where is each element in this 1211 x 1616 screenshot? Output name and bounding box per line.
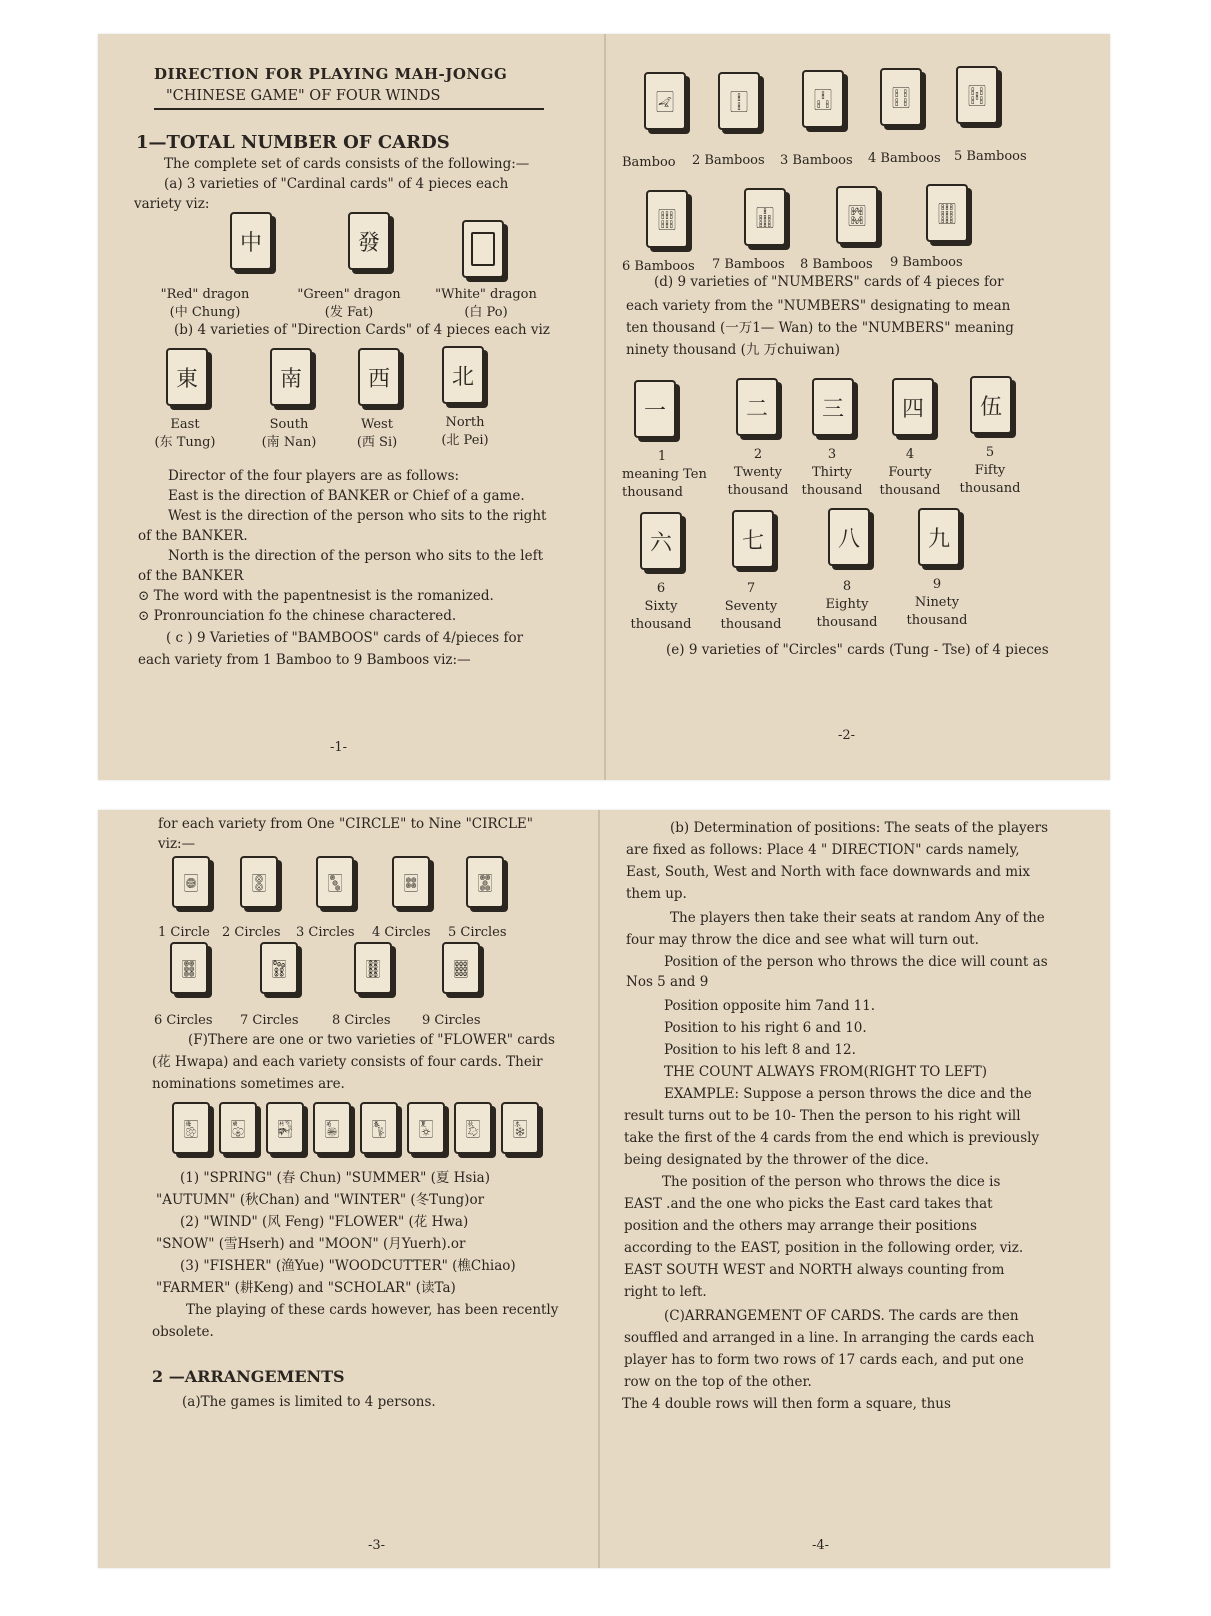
- body-line: viz:—: [158, 836, 196, 852]
- tile-label: 6 Circles: [154, 1013, 213, 1028]
- bamboo-5-tile: [956, 66, 998, 124]
- white-dragon-frame-icon: [471, 232, 495, 266]
- flower-tile: [360, 1102, 398, 1154]
- flower-tile: [454, 1102, 492, 1154]
- circle-8-tile: [354, 942, 392, 994]
- body-line: for each variety from One "CIRCLE" to Nine "CIRCLE": [158, 816, 533, 832]
- number-caption: [616, 580, 706, 634]
- tile-label: 3 Circles: [296, 925, 355, 940]
- east-wind-tile: [166, 348, 208, 406]
- body-line: (3) "FISHER" (渔Yue) "WOODCUTTER" (樵Chiao): [180, 1258, 516, 1274]
- body-line: THE COUNT ALWAYS FROM(RIGHT TO LEFT): [664, 1064, 988, 1080]
- north-wind-tile: [442, 346, 484, 404]
- body-line: ⊙ Pronrounciation fo the chinese charactered.: [138, 608, 457, 624]
- body-line: result turns out to be 10- Then the person to his right will: [624, 1108, 1021, 1124]
- dragon-name: "White" dragon: [435, 287, 537, 302]
- tile-glyph: 八: [837, 526, 860, 552]
- bottom-spread: [98, 810, 1110, 1568]
- character-7-tile: [732, 510, 774, 568]
- body-line: "FARMER" (耕Keng) and "SCHOLAR" (读Ta): [156, 1280, 456, 1296]
- wind-caption: [332, 416, 422, 452]
- character-9-tile: [918, 508, 960, 566]
- flower-icon: 🀩: [512, 1117, 528, 1139]
- body-line: according to the EAST, position in the following order, viz.: [624, 1240, 1024, 1256]
- body-line: Director of the four players are as follows:: [168, 468, 460, 484]
- body-line: row on the top of the other.: [624, 1374, 812, 1390]
- body-line: right to left.: [624, 1284, 707, 1300]
- wind-name: South: [269, 417, 309, 432]
- bamboo-icon: 🀘: [938, 200, 956, 226]
- tile-label: 2 Circles: [222, 925, 281, 940]
- body-line: The position of the person who throws the dice is: [662, 1174, 1001, 1190]
- bamboo-8-tile: [836, 186, 878, 244]
- body-line: ( c ) 9 Varieties of "BAMBOOS" cards of 4/pieces for: [166, 630, 524, 646]
- body-line: nominations sometimes are.: [152, 1076, 345, 1092]
- body-line: Position of the person who throws the dice will count as: [664, 954, 1048, 970]
- circle-6-tile: [170, 942, 208, 994]
- body-line: (b) Determination of positions: The seats of the players: [670, 820, 1049, 836]
- dragon-name: "Red" dragon: [160, 287, 250, 302]
- section-2-heading: 2 —ARRANGEMENTS: [152, 1367, 345, 1386]
- dragon-name: "Green" dragon: [297, 287, 401, 302]
- character-2-tile: [736, 378, 778, 436]
- number-digit: 5: [985, 445, 995, 460]
- body-line: Position to his right 6 and 10.: [664, 1020, 867, 1036]
- bamboo-9-tile: [926, 184, 968, 242]
- tile-glyph: 伍: [979, 394, 1002, 420]
- page-subtitle: "CHINESE GAME" OF FOUR WINDS: [166, 88, 441, 104]
- wind-chinese: (西 Si): [356, 435, 398, 450]
- body-line: of the BANKER: [138, 568, 244, 584]
- number-caption-line: Fourty: [888, 465, 932, 480]
- number-caption-line: thousand: [801, 483, 863, 498]
- body-line: (花 Hwapa) and each variety consists of four cards. Their: [152, 1054, 543, 1070]
- page-3: [98, 810, 598, 1568]
- page-1: [98, 34, 604, 780]
- title-underline: [154, 108, 544, 110]
- tile-glyph: 東: [175, 366, 198, 392]
- white-dragon-tile: [462, 220, 504, 278]
- body-line: (b) 4 varieties of "Direction Cards" of 4 pieces each viz: [174, 322, 550, 338]
- flower-icon: 🀨: [465, 1117, 481, 1139]
- tile-glyph: 九: [927, 526, 950, 552]
- flower-tile: [172, 1102, 210, 1154]
- flower-tile: [407, 1102, 445, 1154]
- bamboo-icon: 🀗: [848, 202, 866, 228]
- number-caption-line: Thirty: [812, 465, 852, 480]
- page-4: [600, 810, 1110, 1568]
- circle-icon: 🀟: [271, 957, 287, 979]
- tile-label: 8 Circles: [332, 1013, 391, 1028]
- circle-4-tile: [392, 856, 430, 908]
- tile-label: 8 Bamboos: [800, 257, 873, 272]
- west-wind-tile: [358, 348, 400, 406]
- number-caption-line: thousand: [727, 483, 789, 498]
- number-digit: 3: [827, 447, 837, 462]
- south-wind-tile: [270, 348, 312, 406]
- number-caption-line: thousand: [630, 617, 692, 632]
- tile-glyph: 七: [741, 528, 764, 554]
- flower-icon: 🀧: [418, 1117, 434, 1139]
- number-caption-line: Fifty: [974, 463, 1006, 478]
- wind-chinese: (北 Pei): [441, 433, 489, 448]
- tile-glyph: 四: [901, 396, 924, 422]
- body-line: West is the direction of the person who sits to the right: [168, 508, 547, 524]
- bamboo-icon: 🀖: [756, 204, 774, 230]
- red-dragon-tile: [230, 212, 272, 270]
- body-line: ninety thousand (九 万chuiwan): [626, 342, 840, 358]
- body-line: (a) 3 varieties of "Cardinal cards" of 4 pieces each: [164, 176, 509, 192]
- bamboo-icon: 🀓: [892, 84, 910, 110]
- tile-glyph: 發: [357, 230, 380, 256]
- wind-chinese: (东 Tung): [154, 435, 216, 450]
- character-8-tile: [828, 508, 870, 566]
- body-line: EAST .and the one who picks the East card takes that: [624, 1196, 993, 1212]
- bamboo-2-tile: [718, 72, 760, 130]
- tile-label: Bamboo: [622, 155, 676, 170]
- flower-icon: 🀣: [230, 1117, 246, 1139]
- number-caption: [870, 446, 950, 500]
- bamboo-3-tile: [802, 70, 844, 128]
- wind-chinese: (南 Nan): [261, 435, 317, 450]
- tile-label: 2 Bamboos: [692, 153, 765, 168]
- number-digit: 8: [842, 579, 852, 594]
- body-line: take the first of the 4 cards from the end which is previously: [624, 1130, 1040, 1146]
- number-digit: 2: [753, 447, 763, 462]
- bamboo-1-tile: [644, 72, 686, 130]
- body-line: East is the direction of BANKER or Chief of a game.: [168, 488, 525, 504]
- number-caption-line: Eighty: [825, 597, 869, 612]
- tile-label: 5 Circles: [448, 925, 507, 940]
- number-digit: 4: [905, 447, 915, 462]
- tile-glyph: 北: [451, 364, 474, 390]
- circle-icon: 🀜: [403, 871, 419, 893]
- body-line: four may throw the dice and see what will turn out.: [626, 932, 979, 948]
- number-caption-line: thousand: [906, 613, 968, 628]
- wind-name: North: [445, 415, 485, 430]
- number-digit: 1: [657, 449, 667, 464]
- wind-caption: [244, 416, 334, 452]
- circle-icon: 🀡: [453, 957, 469, 979]
- character-1-tile: [634, 380, 676, 438]
- body-line: position and the others may arrange their positions: [624, 1218, 977, 1234]
- number-digit: 6: [656, 581, 666, 596]
- number-caption: [892, 576, 982, 630]
- section-1-heading: 1—TOTAL NUMBER OF CARDS: [136, 132, 450, 153]
- character-4-tile: [892, 378, 934, 436]
- number-caption: [718, 446, 798, 500]
- flower-icon: 🀤: [277, 1117, 293, 1139]
- body-line: "SNOW" (雪Hserh) and "MOON" (月Yuerh).or: [156, 1236, 466, 1252]
- body-line: (2) "WIND" (风 Feng) "FLOWER" (花 Hwa): [180, 1214, 469, 1230]
- tile-label: 3 Bamboos: [780, 153, 853, 168]
- body-line: (d) 9 varieties of "NUMBERS" cards of 4 pieces for: [654, 274, 1004, 290]
- body-line: EAST SOUTH WEST and NORTH always counting from: [624, 1262, 1005, 1278]
- body-line: "AUTUMN" (秋Chan) and "WINTER" (冬Tung)or: [156, 1192, 485, 1208]
- number-caption-line: thousand: [816, 615, 878, 630]
- number-caption: [608, 448, 716, 502]
- body-line: ⊙ The word with the papentnesist is the romanized.: [138, 588, 494, 604]
- flower-icon: 🀥: [324, 1117, 340, 1139]
- dragon-chinese: (中 Chung): [169, 305, 241, 320]
- tile-glyph: 六: [649, 530, 672, 556]
- body-line: EXAMPLE: Suppose a person throws the dice and the: [664, 1086, 1032, 1102]
- flower-tile: [313, 1102, 351, 1154]
- page-number: -2-: [838, 728, 856, 743]
- bamboo-icon: 🀔: [968, 82, 986, 108]
- body-line: Position to his left 8 and 12.: [664, 1042, 856, 1058]
- page-number: -3-: [368, 1538, 386, 1553]
- tile-label: 9 Circles: [422, 1013, 481, 1028]
- top-spread: [98, 34, 1110, 780]
- body-line: souffled and arranged in a line. In arranging the cards each: [624, 1330, 1035, 1346]
- tile-label: 6 Bamboos: [622, 259, 695, 274]
- circle-icon: 🀠: [365, 957, 381, 979]
- number-caption: [950, 444, 1030, 498]
- tile-glyph: 一: [643, 398, 666, 424]
- body-line: each variety from the "NUMBERS" designating to mean: [626, 298, 1011, 314]
- tile-label: 1 Circle: [158, 925, 210, 940]
- number-caption-line: thousand: [959, 481, 1021, 496]
- tile-label: 4 Circles: [372, 925, 431, 940]
- body-line: The players then take their seats at random Any of the: [670, 910, 1045, 926]
- body-line: The 4 double rows will then form a square, thus: [622, 1396, 951, 1412]
- number-caption-line: Sixty: [644, 599, 678, 614]
- page-title: DIRECTION FOR PLAYING MAH-JONGG: [154, 65, 508, 83]
- tile-label: 4 Bamboos: [868, 151, 941, 166]
- body-line: The complete set of cards consists of the following:—: [164, 156, 530, 172]
- circle-icon: 🀚: [251, 871, 267, 893]
- tile-label: 7 Circles: [240, 1013, 299, 1028]
- circle-7-tile: [260, 942, 298, 994]
- tile-glyph: 二: [745, 396, 768, 422]
- flower-tile: [219, 1102, 257, 1154]
- body-line: (1) "SPRING" (春 Chun) "SUMMER" (夏 Hsia): [180, 1170, 490, 1186]
- number-caption: [706, 580, 796, 634]
- character-5-tile: [970, 376, 1012, 434]
- bamboo-icon: 🀕: [658, 206, 676, 232]
- number-caption-line: thousand: [622, 485, 683, 500]
- circle-icon: 🀝: [477, 871, 493, 893]
- dragon-chinese: (白 Po): [464, 305, 508, 320]
- tile-glyph: 南: [279, 366, 302, 392]
- body-line: East, South, West and North with face downwards and mix: [626, 864, 1031, 880]
- tile-label: 5 Bamboos: [954, 149, 1027, 164]
- number-digit: 9: [932, 577, 942, 592]
- body-line: each variety from 1 Bamboo to 9 Bamboos viz:—: [138, 652, 471, 668]
- number-caption-line: thousand: [879, 483, 941, 498]
- bamboo-icon: 🀒: [814, 86, 832, 112]
- number-caption: [802, 578, 892, 632]
- body-line: The playing of these cards however, has been recently: [186, 1302, 559, 1318]
- number-digit: 7: [746, 581, 756, 596]
- dragon-chinese: (发 Fat): [324, 305, 374, 320]
- number-caption-line: Twenty: [734, 465, 782, 480]
- body-line: of the BANKER.: [138, 528, 248, 544]
- number-caption-line: Ninety: [914, 595, 960, 610]
- tile-glyph: 西: [367, 366, 390, 392]
- character-3-tile: [812, 378, 854, 436]
- circle-icon: 🀙: [183, 871, 199, 893]
- wind-name: East: [170, 417, 200, 432]
- flower-tile: [501, 1102, 539, 1154]
- wind-caption: [420, 414, 510, 450]
- page-2: [606, 34, 1110, 780]
- bamboo-7-tile: [744, 188, 786, 246]
- tile-label: 7 Bamboos: [712, 257, 785, 272]
- bamboo-icon: 🀑: [730, 88, 748, 114]
- page-number: -4-: [812, 1538, 830, 1553]
- dragon-caption: [284, 286, 414, 322]
- tile-glyph: 三: [821, 396, 844, 422]
- circle-1-tile: [172, 856, 210, 908]
- green-dragon-tile: [348, 212, 390, 270]
- body-line: variety viz:: [134, 196, 210, 212]
- page-number: -1-: [330, 740, 348, 755]
- body-line: (C)ARRANGEMENT OF CARDS. The cards are then: [664, 1308, 1019, 1324]
- body-line: Position opposite him 7and 11.: [664, 998, 876, 1014]
- number-caption-line: Seventy: [724, 599, 778, 614]
- body-line: them up.: [626, 886, 687, 902]
- flower-icon: 🀦: [371, 1117, 387, 1139]
- body-line: are fixed as follows: Place 4 " DIRECTION" cards namely,: [626, 842, 1020, 858]
- flower-tile: [266, 1102, 304, 1154]
- body-line: (a)The games is limited to 4 persons.: [182, 1394, 436, 1410]
- bamboo-6-tile: [646, 190, 688, 248]
- body-line: (F)There are one or two varieties of "FLOWER" cards: [188, 1032, 555, 1048]
- number-caption-line: thousand: [720, 617, 782, 632]
- character-6-tile: [640, 512, 682, 570]
- body-line: North is the direction of the person who sits to the left: [168, 548, 544, 564]
- dragon-caption: [416, 286, 556, 322]
- body-line: Nos 5 and 9: [626, 974, 709, 990]
- number-caption-line: meaning Ten: [622, 467, 707, 482]
- bamboo-icon: 🀐: [656, 88, 674, 114]
- body-line: (e) 9 varieties of "Circles" cards (Tung - Tse) of 4 pieces: [666, 642, 1049, 658]
- flower-icon: 🀢: [183, 1117, 199, 1139]
- tile-label: 9 Bamboos: [890, 255, 963, 270]
- circle-2-tile: [240, 856, 278, 908]
- number-caption: [792, 446, 872, 500]
- body-line: ten thousand (一万1— Wan) to the "NUMBERS" meaning: [626, 320, 1014, 336]
- dragon-caption: [140, 286, 270, 322]
- body-line: obsolete.: [152, 1324, 214, 1340]
- wind-name: West: [361, 417, 393, 432]
- circle-icon: 🀞: [181, 957, 197, 979]
- circle-3-tile: [316, 856, 354, 908]
- wind-caption: [140, 416, 230, 452]
- circle-5-tile: [466, 856, 504, 908]
- circle-icon: 🀛: [327, 871, 343, 893]
- body-line: being designated by the thrower of the dice.: [624, 1152, 929, 1168]
- tile-glyph: 中: [239, 230, 262, 256]
- body-line: player has to form two rows of 17 cards each, and put one: [624, 1352, 1024, 1368]
- bamboo-4-tile: [880, 68, 922, 126]
- circle-9-tile: [442, 942, 480, 994]
